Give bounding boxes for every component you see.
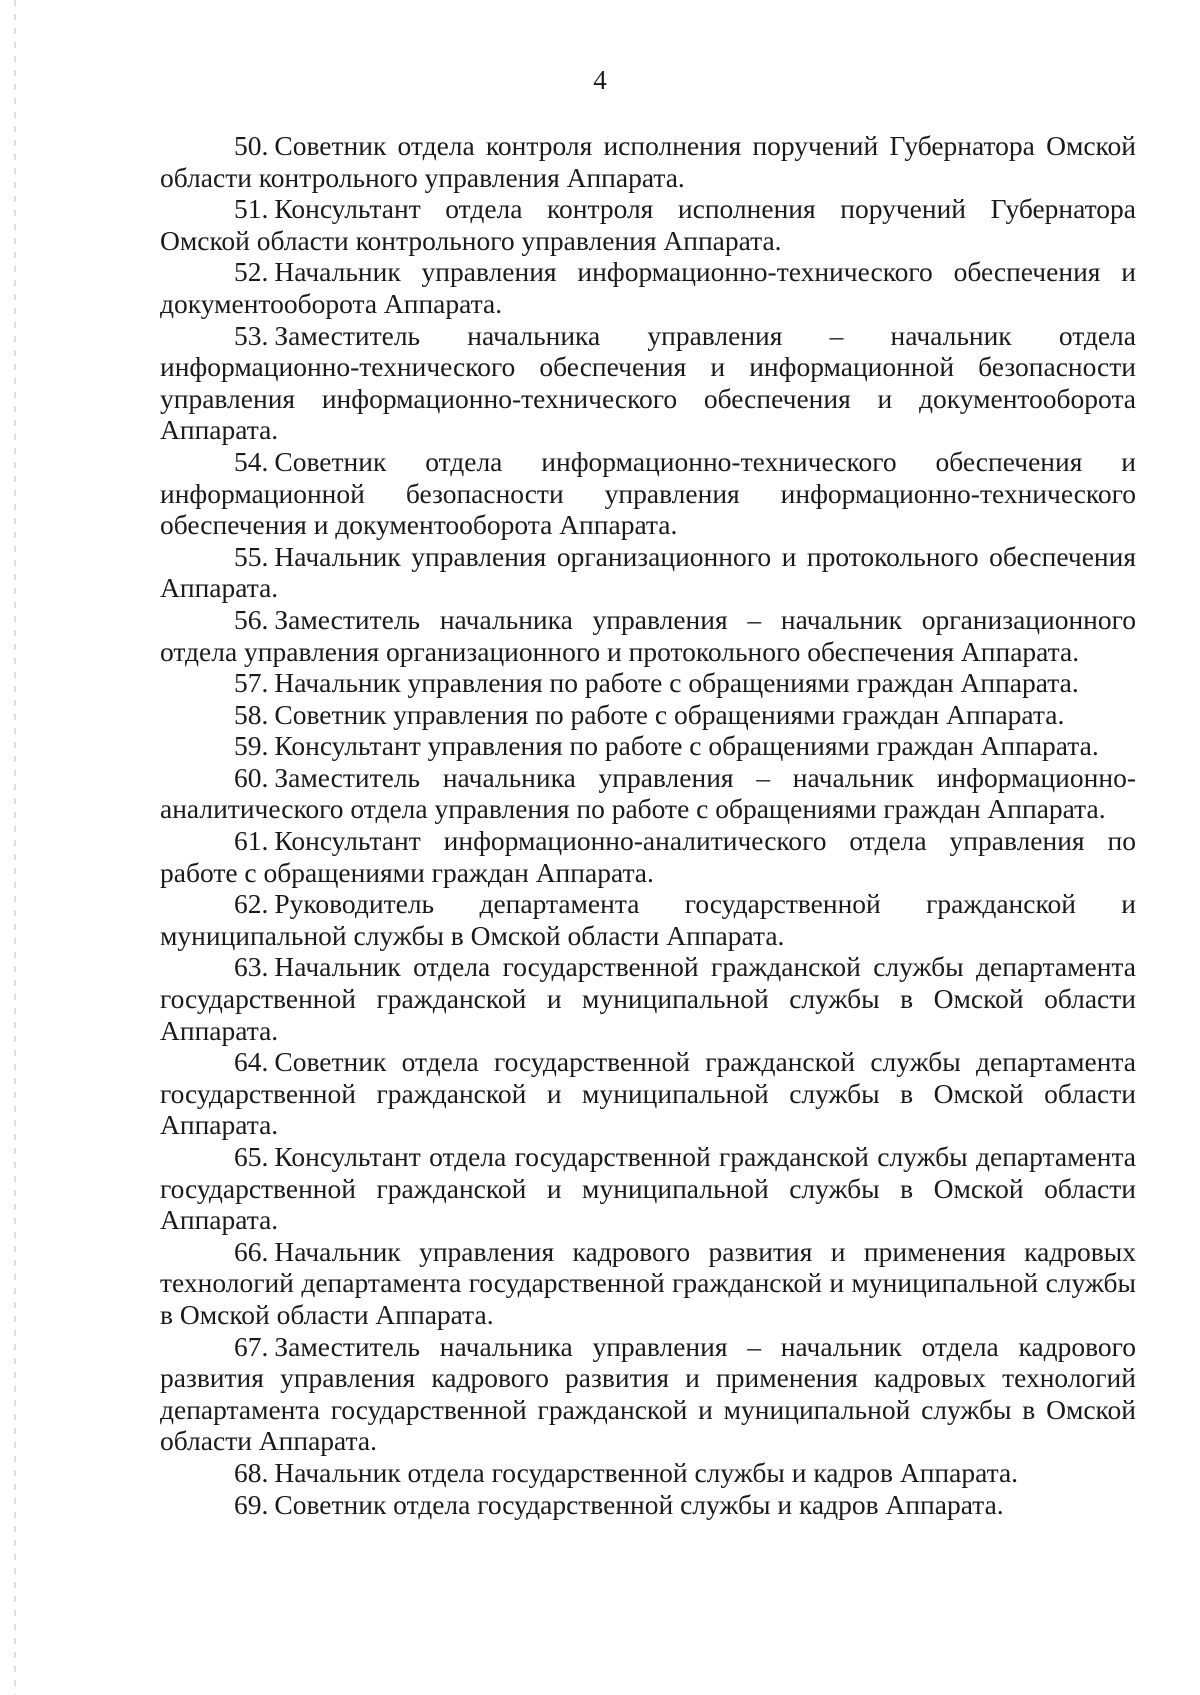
list-item <box>160 446 1136 541</box>
list-item <box>160 951 1136 1046</box>
scan-edge-artifact <box>14 0 16 1695</box>
list-item <box>160 130 1136 193</box>
item-text: Консультант отдела государственной гражданской службы департамента государственной гражданской и муниципальной службы в Омской области Аппарата. <box>160 1141 1136 1236</box>
list-item <box>160 256 1136 319</box>
item-text: Заместитель начальника управления – начальник информационно-аналитического отдела управления по работе с обращениями граждан Аппарата. <box>160 761 1136 825</box>
item-number: 59. <box>234 730 269 762</box>
list-item <box>160 730 1136 762</box>
item-number: 69. <box>234 1488 269 1520</box>
item-text: Начальник управления по работе с обращениями граждан Аппарата. <box>274 667 1079 699</box>
item-text: Советник управления по работе с обращениями граждан Аппарата. <box>274 698 1065 730</box>
item-number: 65. <box>234 1141 269 1172</box>
item-text: Советник отдела государственной службы и кадров Аппарата. <box>274 1488 1004 1520</box>
item-text: Начальник отдела государственной службы и кадров Аппарата. <box>274 1456 1019 1488</box>
list-item <box>160 1457 1136 1489</box>
item-number: 58. <box>234 698 269 730</box>
list-item <box>160 825 1136 888</box>
item-text: Заместитель начальника управления – начальник отдела информационно-технического обеспечения и информационной безопасности управления информационно-технического обеспечения и документооборота Аппарата. <box>160 319 1136 446</box>
list-item <box>160 1046 1136 1141</box>
item-text: Консультант информационно-аналитического отдела управления по работе с обращениями граждан Аппарата. <box>160 825 1136 888</box>
item-text: Начальник отдела государственной гражданской службы департамента государственной гражданской и муниципальной службы в Омской области Аппарата. <box>160 951 1136 1046</box>
item-text: Советник отдела государственной гражданской службы департамента государственной гражданской и муниципальной службы в Омской области Аппарата. <box>160 1046 1136 1141</box>
page-number: 4 <box>593 65 607 95</box>
item-number: 61. <box>234 825 269 857</box>
list-item <box>160 1236 1136 1331</box>
list-item <box>160 699 1136 731</box>
item-number: 60. <box>234 761 269 793</box>
list-item <box>160 320 1136 446</box>
list-item <box>160 762 1136 825</box>
list-item <box>160 604 1136 667</box>
item-text: Руководитель департамента государственной гражданской и муниципальной службы в Омской области Аппарата. <box>160 888 1136 951</box>
list-item <box>160 888 1136 951</box>
item-text: Консультант отдела контроля исполнения поручений Губернатора Омской области контрольного управления Аппарата. <box>160 193 1136 256</box>
list-item <box>160 1141 1136 1236</box>
item-number: 68. <box>234 1456 269 1488</box>
list-item <box>160 1331 1136 1457</box>
item-number: 50. <box>234 130 269 161</box>
item-number: 64. <box>234 1046 269 1078</box>
item-text: Советник отдела информационно-технического обеспечения и информационной безопасности управления информационно-технического обеспечения и документооборота Аппарата. <box>160 445 1136 541</box>
item-number: 67. <box>234 1330 269 1362</box>
list-item <box>160 667 1136 699</box>
item-number: 55. <box>234 540 269 572</box>
item-number: 57. <box>234 667 269 699</box>
item-number: 56. <box>234 603 269 635</box>
list-item <box>160 541 1136 604</box>
item-text: Консультант управления по работе с обращениями граждан Аппарата. <box>274 730 1099 762</box>
item-text: Заместитель начальника управления – начальник отдела кадрового развития управления кадрового развития и применения кадровых технологий департамента государственной гражданской и муниципальной службы в Омской области Аппарата. <box>160 1330 1136 1457</box>
item-number: 53. <box>234 319 269 351</box>
item-number: 52. <box>234 256 269 288</box>
item-number: 66. <box>234 1235 269 1267</box>
item-text: Начальник управления организационного и протокольного обеспечения Аппарата. <box>160 540 1136 604</box>
list-item <box>160 193 1136 256</box>
item-text: Советник отдела контроля исполнения поручений Губернатора Омской области контрольного управления Аппарата. <box>160 130 1136 193</box>
item-number: 51. <box>234 193 269 225</box>
item-text: Начальник управления кадрового развития и применения кадровых технологий департамента государственной гражданской и муниципальной службы в Омской области Аппарата. <box>160 1235 1136 1330</box>
item-number: 54. <box>234 445 269 477</box>
item-number: 63. <box>234 951 269 983</box>
document-body <box>160 130 1136 1520</box>
item-text: Заместитель начальника управления – начальник организационного отдела управления организационного и протокольного обеспечения Аппарата. <box>160 603 1136 667</box>
item-text: Начальник управления информационно-технического обеспечения и документооборота Аппарата. <box>160 256 1136 319</box>
list-item <box>160 1489 1136 1521</box>
item-number: 62. <box>234 888 269 920</box>
